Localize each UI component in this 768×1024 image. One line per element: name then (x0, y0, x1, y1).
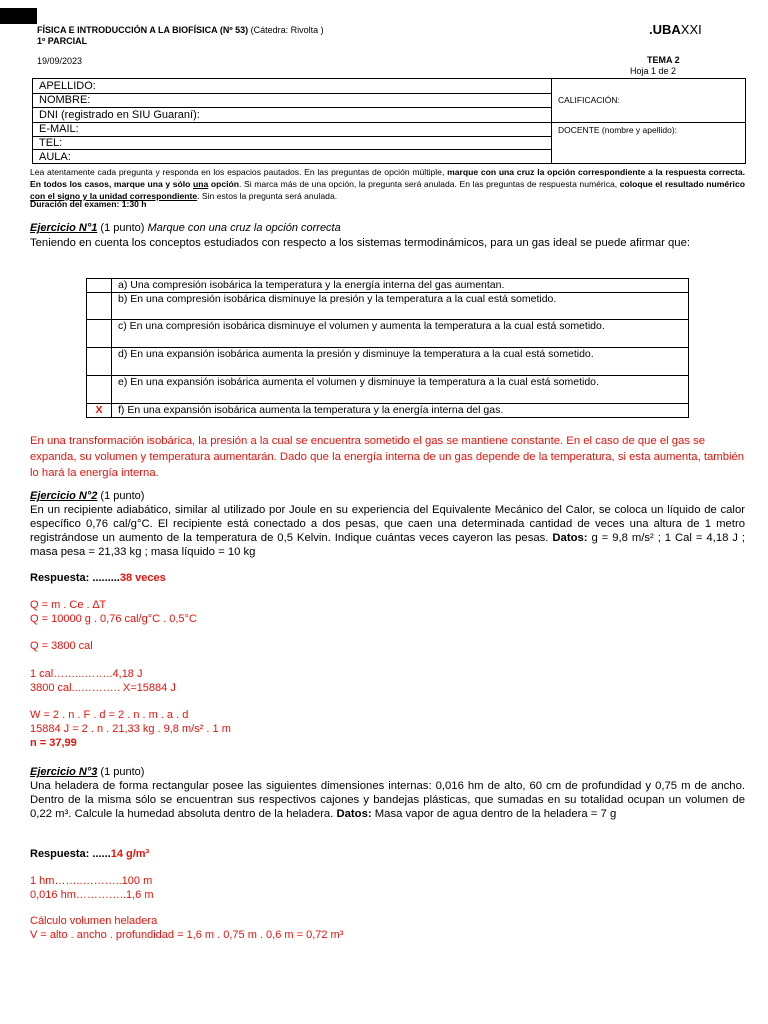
option-e-checkbox[interactable] (87, 376, 112, 404)
ej1-options-table (86, 278, 689, 418)
exam-date: 19/09/2023 (37, 56, 83, 66)
option-b-text: b) En una compresión isobárica disminuye la presión y la temperatura a la cual está sometido. (112, 293, 689, 320)
ej2-line: 15884 J = 2 . n . 21,33 kg . 9,8 m/s² . 1 m (30, 723, 231, 735)
apellido-field[interactable]: APELLIDO: (33, 79, 552, 94)
student-info-table (32, 78, 746, 164)
option-c-checkbox[interactable] (87, 320, 112, 348)
ej2-title: Ejercicio N°2 (1 punto) (30, 490, 145, 502)
ej1-explanation: En una transformación isobárica, la presión a la cual se encuentra sometido el gas se mantiene constante. En el caso de que el gas se expanda, su volumen y temperatura aumentarán. Dado que la energía interna de un gas depende de la temperatura, si esta aumenta, también lo hará la energía interna. (30, 435, 745, 479)
ej3-line: 0,016 hm…………..1,6 m (30, 889, 154, 901)
ej3-respuesta: Respuesta: ......14 g/m³ (30, 848, 150, 860)
docente-field[interactable]: DOCENTE (nombre y apellido): (552, 122, 746, 164)
option-a-checkbox[interactable] (87, 279, 112, 293)
course-title: FÍSICA E INTRODUCCIÓN A LA BIOFÍSICA (Nº 53) (Cátedra: Rivolta ) (37, 25, 324, 35)
tema-label: TEMA 2 (647, 55, 680, 65)
ej1-title: Ejercicio N°1 (1 punto) Marque con una cruz la opción correcta (30, 222, 341, 234)
option-d-checkbox[interactable] (87, 348, 112, 376)
ej2-respuesta: Respuesta: .........38 veces (30, 572, 166, 584)
aula-field[interactable]: AULA: (33, 150, 552, 164)
ej2-answer-value[interactable]: 38 veces (119, 572, 166, 584)
option-a-text: a) Una compresión isobárica la temperatura y la energía interna del gas aumentan. (112, 279, 689, 293)
exam-subtitle: 1º PARCIAL (37, 36, 88, 46)
exam-duration: Duración del examen: 1:30 h (30, 199, 147, 209)
ej3-line: Cálculo volumen heladera (30, 915, 158, 927)
ej3-question: Una heladera de forma rectangular posee las siguientes dimensiones internas: 0,016 hm de alto, 60 cm de profundidad y 0,75 m de ancho. Dentro de la misma sólo se encuentran sus respectivos cajones y bandejas plásticas, que sumadas en su totalidad ocupan un volumen de 0,22 m³. Calcule la humedad absoluta dentro de la heladera. Datos: Masa vapor de agua dentro de la heladera = 7 g (30, 780, 745, 820)
option-f-checkbox[interactable]: X (87, 404, 112, 418)
ej3-line: 1 hm……..………..100 m (30, 875, 153, 887)
instructions-text: Lea atentamente cada pregunta y responda en los espacios pautados. En las preguntas de opción múltiple, marque con una cruz la opción correspondiente a la respuesta correcta. En todos los casos, marque una y sólo una opción. Si marca más de una opción, la pregunta será anulada. En las preguntas de respuesta numérica, coloque el resultado numérico con el signo y la unidad correspondiente. Sin estos la pregunta será anulada. (30, 167, 745, 201)
ej3-line: V = alto . ancho . profundidad = 1,6 m . 0,75 m . 0,6 m = 0,72 m³ (30, 929, 344, 941)
ej2-line: 1 cal……...……..4,18 J (30, 668, 143, 680)
option-e-text: e) En una expansión isobárica aumenta el volumen y disminuye la temperatura a la cual está sometido. (112, 376, 689, 404)
ej1-question: Teniendo en cuenta los conceptos estudiados con respecto a los sistemas termodinámicos, para un gas ideal se puede afirmar que: (30, 237, 691, 249)
redaction-bar (0, 8, 37, 24)
ej2-line: Q = 3800 cal (30, 640, 93, 652)
option-b-checkbox[interactable] (87, 293, 112, 320)
ej2-line: 3800 cal...……….. X=15884 J (30, 682, 176, 694)
calificacion-field[interactable]: CALIFICACIÓN: (552, 79, 746, 123)
ej2-line: Q = m . Ce . ∆T (30, 599, 107, 611)
ej2-question: En un recipiente adiabático, similar al utilizado por Joule en su experiencia del Equivalente Mecánico del Calor, se coloca un líquido de calor específico 0,76 cal/g°C. El recipiente está conectado a dos pesas, que caen una determinada cantidad de veces una altura de 1 metro registrándose un aumento de la temperatura de 0,5 Kelvin. Indique cuántas veces cayeron las pesas. Datos: g = 9,8 m/s² ; 1 Cal = 4,18 J ; masa pesa = 21,33 kg ; masa líquido = 10 kg (30, 504, 746, 558)
option-f-text: f) En una expansión isobárica aumenta la temperatura y la energía interna del gas. (112, 404, 689, 418)
page-indicator: Hoja 1 de 2 (630, 66, 677, 76)
option-d-text: d) En una expansión isobárica aumenta la presión y disminuye la temperatura a la cual está sometido. (112, 348, 689, 376)
ej3-answer-value[interactable]: 14 g/m³ (110, 848, 150, 860)
ej2-line: Q = 10000 g . 0,76 cal/g°C . 0,5°C (30, 613, 197, 625)
nombre-field[interactable]: NOMBRE: (33, 93, 552, 108)
ej2-result: n = 37,99 (30, 737, 77, 749)
email-field[interactable]: E-MAIL: (33, 122, 552, 137)
tel-field[interactable]: TEL: (33, 137, 552, 150)
dni-field[interactable]: DNI (registrado en SIU Guaraní): (33, 108, 552, 123)
option-c-text: c) En una compresión isobárica disminuye el volumen y aumenta la temperatura a la cual está sometido. (112, 320, 689, 348)
ej2-line: W = 2 . n . F . d = 2 . n . m . a . d (30, 709, 189, 721)
ej3-title: Ejercicio N°3 (1 punto) (30, 766, 145, 778)
uba-xxi-logo: .UBAXXI (649, 22, 702, 37)
